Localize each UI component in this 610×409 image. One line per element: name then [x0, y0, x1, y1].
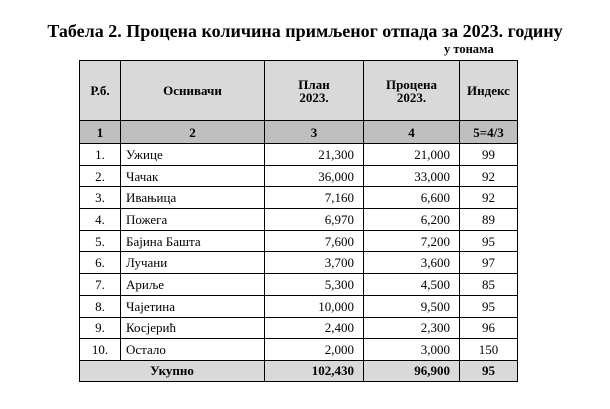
row-rb: 4.	[80, 209, 121, 231]
column-number: 4	[364, 121, 460, 144]
row-procena: 6,200	[364, 209, 460, 231]
row-plan: 5,300	[265, 274, 364, 296]
row-rb: 5.	[80, 230, 121, 252]
row-rb: 2.	[80, 165, 121, 187]
row-name: Остало	[121, 339, 265, 361]
row-name: Косјерић	[121, 317, 265, 339]
row-plan: 2,400	[265, 317, 364, 339]
total-plan: 102,430	[265, 360, 364, 381]
row-rb: 3.	[80, 187, 121, 209]
row-indeks: 97	[460, 252, 518, 274]
row-procena: 7,200	[364, 230, 460, 252]
row-indeks: 89	[460, 209, 518, 231]
row-procena: 3,600	[364, 252, 460, 274]
header-procena	[364, 61, 460, 121]
table-row	[80, 339, 518, 361]
row-procena: 6,600	[364, 187, 460, 209]
table-row	[80, 295, 518, 317]
row-procena: 9,500	[364, 295, 460, 317]
table-row	[80, 144, 518, 166]
column-number-row	[80, 121, 518, 144]
column-number: 1	[80, 121, 121, 144]
total-procena: 96,900	[364, 360, 460, 381]
row-name: Ужице	[121, 144, 265, 166]
row-rb: 1.	[80, 144, 121, 166]
column-number: 2	[121, 121, 265, 144]
row-indeks: 85	[460, 274, 518, 296]
row-procena: 33,000	[364, 165, 460, 187]
total-indeks: 95	[460, 360, 518, 381]
row-rb: 10.	[80, 339, 121, 361]
row-indeks: 92	[460, 165, 518, 187]
table-row	[80, 252, 518, 274]
header-osnivaci: Оснивачи	[121, 61, 265, 121]
column-number: 5=4/3	[460, 121, 518, 144]
row-procena: 4,500	[364, 274, 460, 296]
row-name: Лучани	[121, 252, 265, 274]
row-plan: 36,000	[265, 165, 364, 187]
row-name: Чајетина	[121, 295, 265, 317]
header-plan-line1: План	[298, 76, 330, 92]
header-indeks: Индекс	[460, 61, 518, 121]
header-plan-line2: 2023.	[299, 89, 329, 105]
row-plan: 21,300	[265, 144, 364, 166]
page-title: Табела 2. Процена количина примљеног отпада за 2023. годину	[47, 21, 563, 41]
row-plan: 6,970	[265, 209, 364, 231]
row-indeks: 92	[460, 187, 518, 209]
row-name: Ивањица	[121, 187, 265, 209]
row-plan: 3,700	[265, 252, 364, 274]
row-indeks: 96	[460, 317, 518, 339]
row-name: Бајина Башта	[121, 230, 265, 252]
row-indeks: 95	[460, 295, 518, 317]
row-plan: 10,000	[265, 295, 364, 317]
row-plan: 7,160	[265, 187, 364, 209]
header-rb: Р.б.	[80, 61, 121, 121]
row-plan: 2,000	[265, 339, 364, 361]
row-procena: 3,000	[364, 339, 460, 361]
row-name: Ариље	[121, 274, 265, 296]
total-label: Укупно	[80, 360, 265, 381]
waste-table	[79, 60, 518, 382]
row-name: Пожега	[121, 209, 265, 231]
total-row	[80, 360, 518, 381]
row-plan: 7,600	[265, 230, 364, 252]
table-row	[80, 165, 518, 187]
table-row	[80, 209, 518, 231]
table-header-row	[80, 61, 518, 121]
row-indeks: 150	[460, 339, 518, 361]
column-number: 3	[265, 121, 364, 144]
table-row	[80, 274, 518, 296]
row-indeks: 95	[460, 230, 518, 252]
row-rb: 6.	[80, 252, 121, 274]
row-indeks: 99	[460, 144, 518, 166]
row-rb: 7.	[80, 274, 121, 296]
header-plan	[265, 61, 364, 121]
table-row	[80, 230, 518, 252]
row-procena: 21,000	[364, 144, 460, 166]
row-rb: 9.	[80, 317, 121, 339]
row-rb: 8.	[80, 295, 121, 317]
header-procena-line2: 2023.	[396, 89, 427, 105]
table-row	[80, 187, 518, 209]
header-procena-line1: Процена	[385, 76, 438, 92]
unit-label: у тонама	[444, 42, 494, 56]
row-name: Чачак	[121, 165, 265, 187]
table-row	[80, 317, 518, 339]
row-procena: 2,300	[364, 317, 460, 339]
